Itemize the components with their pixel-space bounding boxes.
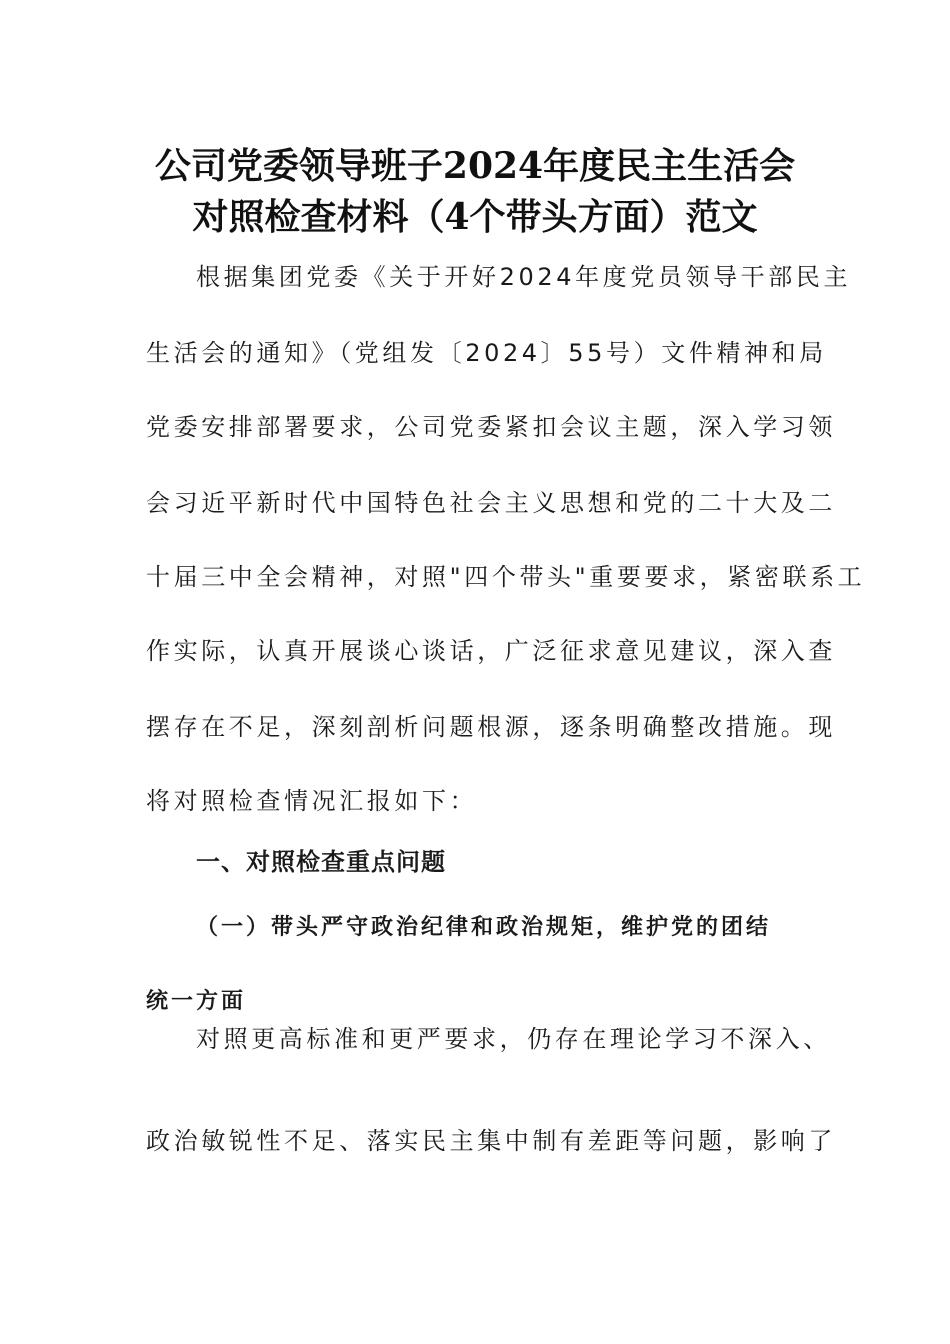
intro-line-8: 将对照检查情况汇报如下：	[146, 787, 478, 815]
intro-line-2: 生活会的通知》（党组发〔2024〕55号）文件精神和局	[146, 339, 827, 367]
intro-line-4: 会习近平新时代中国特色社会主义思想和党的二十大及二	[146, 489, 836, 517]
intro-line-6: 作实际，认真开展谈心谈话，广泛征求意见建议，深入查	[146, 637, 836, 665]
document-title-line-2: 对照检查材料（4个带头方面）范文	[192, 196, 758, 238]
intro-line-5: 十届三中全会精神，对照"四个带头"重要要求，紧密联系工	[146, 563, 866, 591]
body-line-1: 对照更高标准和更严要求，仍存在理论学习不深入、	[196, 1025, 831, 1053]
document-title-line-1: 公司党委领导班子2024年度民主生活会	[154, 145, 796, 187]
intro-line-7: 摆存在不足，深刻剖析问题根源，逐条明确整改措施。现	[146, 713, 836, 741]
body-line-2: 政治敏锐性不足、落实民主集中制有差距等问题，影响了	[146, 1127, 836, 1155]
subsection-heading-1-line-2: 统一方面	[146, 988, 247, 1014]
section-heading-1: 一、对照检查重点问题	[196, 848, 446, 876]
intro-line-3: 党委安排部署要求，公司党委紧扣会议主题，深入学习领	[146, 413, 836, 441]
subsection-heading-1-line-1: （一）带头严守政治纪律和政治规矩，维护党的团结	[196, 914, 772, 940]
intro-line-1: 根据集团党委《关于开好2024年度党员领导干部民主	[196, 263, 852, 291]
